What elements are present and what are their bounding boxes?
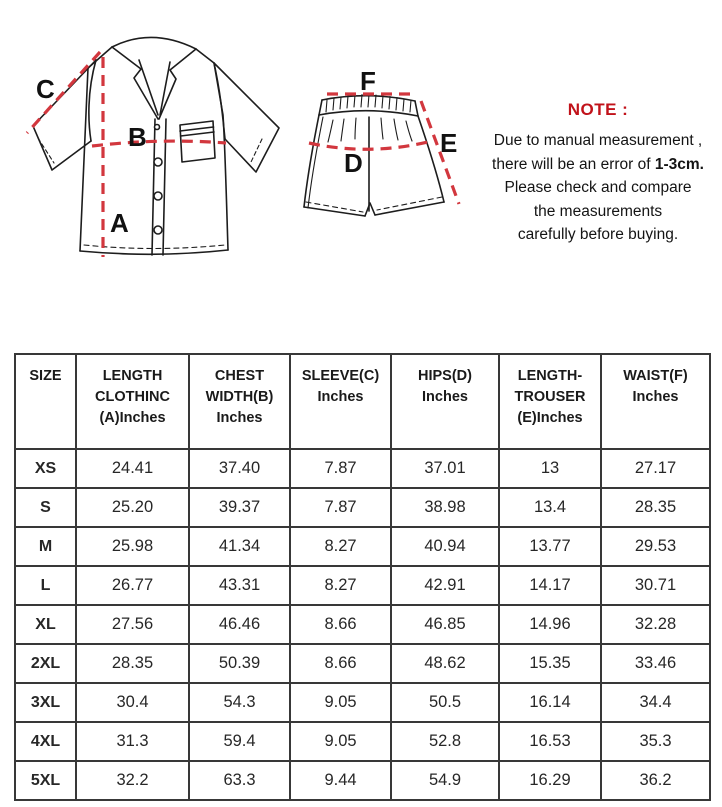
size-cell: M [15,527,76,566]
measurement-cell: 9.05 [290,722,391,761]
header-cell-chest-width: CHEST WIDTH(B) Inches [189,354,290,449]
measurement-cell: 33.46 [601,644,710,683]
measurement-cell: 31.3 [76,722,189,761]
size-cell: L [15,566,76,605]
measurement-cell: 27.17 [601,449,710,488]
measurement-cell: 25.20 [76,488,189,527]
measurement-cell: 26.77 [76,566,189,605]
measurement-cell: 7.87 [290,488,391,527]
measurement-cell: 14.96 [499,605,601,644]
measurement-cell: 16.53 [499,722,601,761]
measurement-cell: 27.56 [76,605,189,644]
measurement-cell: 43.31 [189,566,290,605]
size-cell: 4XL [15,722,76,761]
measurement-cell: 32.2 [76,761,189,800]
header-cell-hips: HIPS(D) Inches [391,354,499,449]
measurement-cell: 32.28 [601,605,710,644]
table-row [15,566,710,605]
measurement-cell: 59.4 [189,722,290,761]
shirt-drawing [33,37,279,255]
measurement-cell: 37.40 [189,449,290,488]
table-row [15,683,710,722]
measurement-cell: 14.17 [499,566,601,605]
measurement-cell: 46.46 [189,605,290,644]
size-table [14,353,711,801]
header-cell-waist: WAIST(F) Inches [601,354,710,449]
measurement-cell: 50.5 [391,683,499,722]
label-hips-d: D [344,148,363,178]
header-cell-sleeve: SLEEVE(C) Inches [290,354,391,449]
measurement-cell: 41.34 [189,527,290,566]
measurement-cell: 13.77 [499,527,601,566]
label-trouser-e: E [440,128,458,158]
measurement-cell: 39.37 [189,488,290,527]
measurement-cell: 46.85 [391,605,499,644]
note-line: the measurements [533,202,663,220]
table-row [15,644,710,683]
label-waist-f: F [360,66,376,96]
label-chest-b: B [128,122,147,152]
measurement-cell: 35.3 [601,722,710,761]
note-line: Due to manual measurement , [493,132,703,149]
measurement-cell: 13.4 [499,488,601,527]
table-row [15,605,710,644]
note-line: Please check and compare [504,179,692,196]
size-cell: XS [15,449,76,488]
note-line: there will be an error of 1-3cm. [492,155,704,173]
measurement-cell: 25.98 [76,527,189,566]
measurement-cell: 9.44 [290,761,391,800]
table-row [15,722,710,761]
note-line: carefully before buying. [517,226,679,243]
measurement-cell: 8.27 [290,527,391,566]
size-cell: 5XL [15,761,76,800]
table-row [15,527,710,566]
measurement-cell: 30.4 [76,683,189,722]
measurement-cell: 8.66 [290,605,391,644]
header-cell-length-clothing: LENGTH CLOTHINC (A)Inches [76,354,189,449]
measurement-cell: 50.39 [189,644,290,683]
measurement-cell: 40.94 [391,527,499,566]
measurement-cell: 42.91 [391,566,499,605]
label-sleeve-c: C [36,74,55,104]
measurement-cell: 13 [499,449,601,488]
size-cell: 2XL [15,644,76,683]
measurement-diagram [0,0,722,353]
size-cell: 3XL [15,683,76,722]
measurement-cell: 7.87 [290,449,391,488]
measurement-cell: 28.35 [76,644,189,683]
table-row [15,449,710,488]
measurement-cell: 38.98 [391,488,499,527]
table-row [15,488,710,527]
measurement-cell: 48.62 [391,644,499,683]
header-cell-size: SIZE [15,354,76,449]
measurement-cell: 24.41 [76,449,189,488]
measurement-cell: 29.53 [601,527,710,566]
size-table-body [15,449,710,800]
measurement-cell: 63.3 [189,761,290,800]
measurement-cell: 34.4 [601,683,710,722]
measurement-cell: 16.14 [499,683,601,722]
measurement-cell: 54.3 [189,683,290,722]
measurement-cell: 15.35 [499,644,601,683]
measurement-cell: 54.9 [391,761,499,800]
measurement-cell: 52.8 [391,722,499,761]
size-table-header-row [15,354,710,449]
size-cell: XL [15,605,76,644]
measurement-cell: 16.29 [499,761,601,800]
measurement-cell: 8.27 [290,566,391,605]
note-title: NOTE : [567,100,629,119]
size-cell: S [15,488,76,527]
measurement-cell: 28.35 [601,488,710,527]
note-block [474,100,722,247]
shorts-drawing [304,95,444,217]
label-length-a: A [110,208,129,238]
header-cell-length-trouser: LENGTH- TROUSER (E)Inches [499,354,601,449]
measurement-cell: 36.2 [601,761,710,800]
table-row [15,761,710,800]
measurement-cell: 37.01 [391,449,499,488]
measurement-cell: 8.66 [290,644,391,683]
measurement-cell: 9.05 [290,683,391,722]
measurement-cell: 30.71 [601,566,710,605]
